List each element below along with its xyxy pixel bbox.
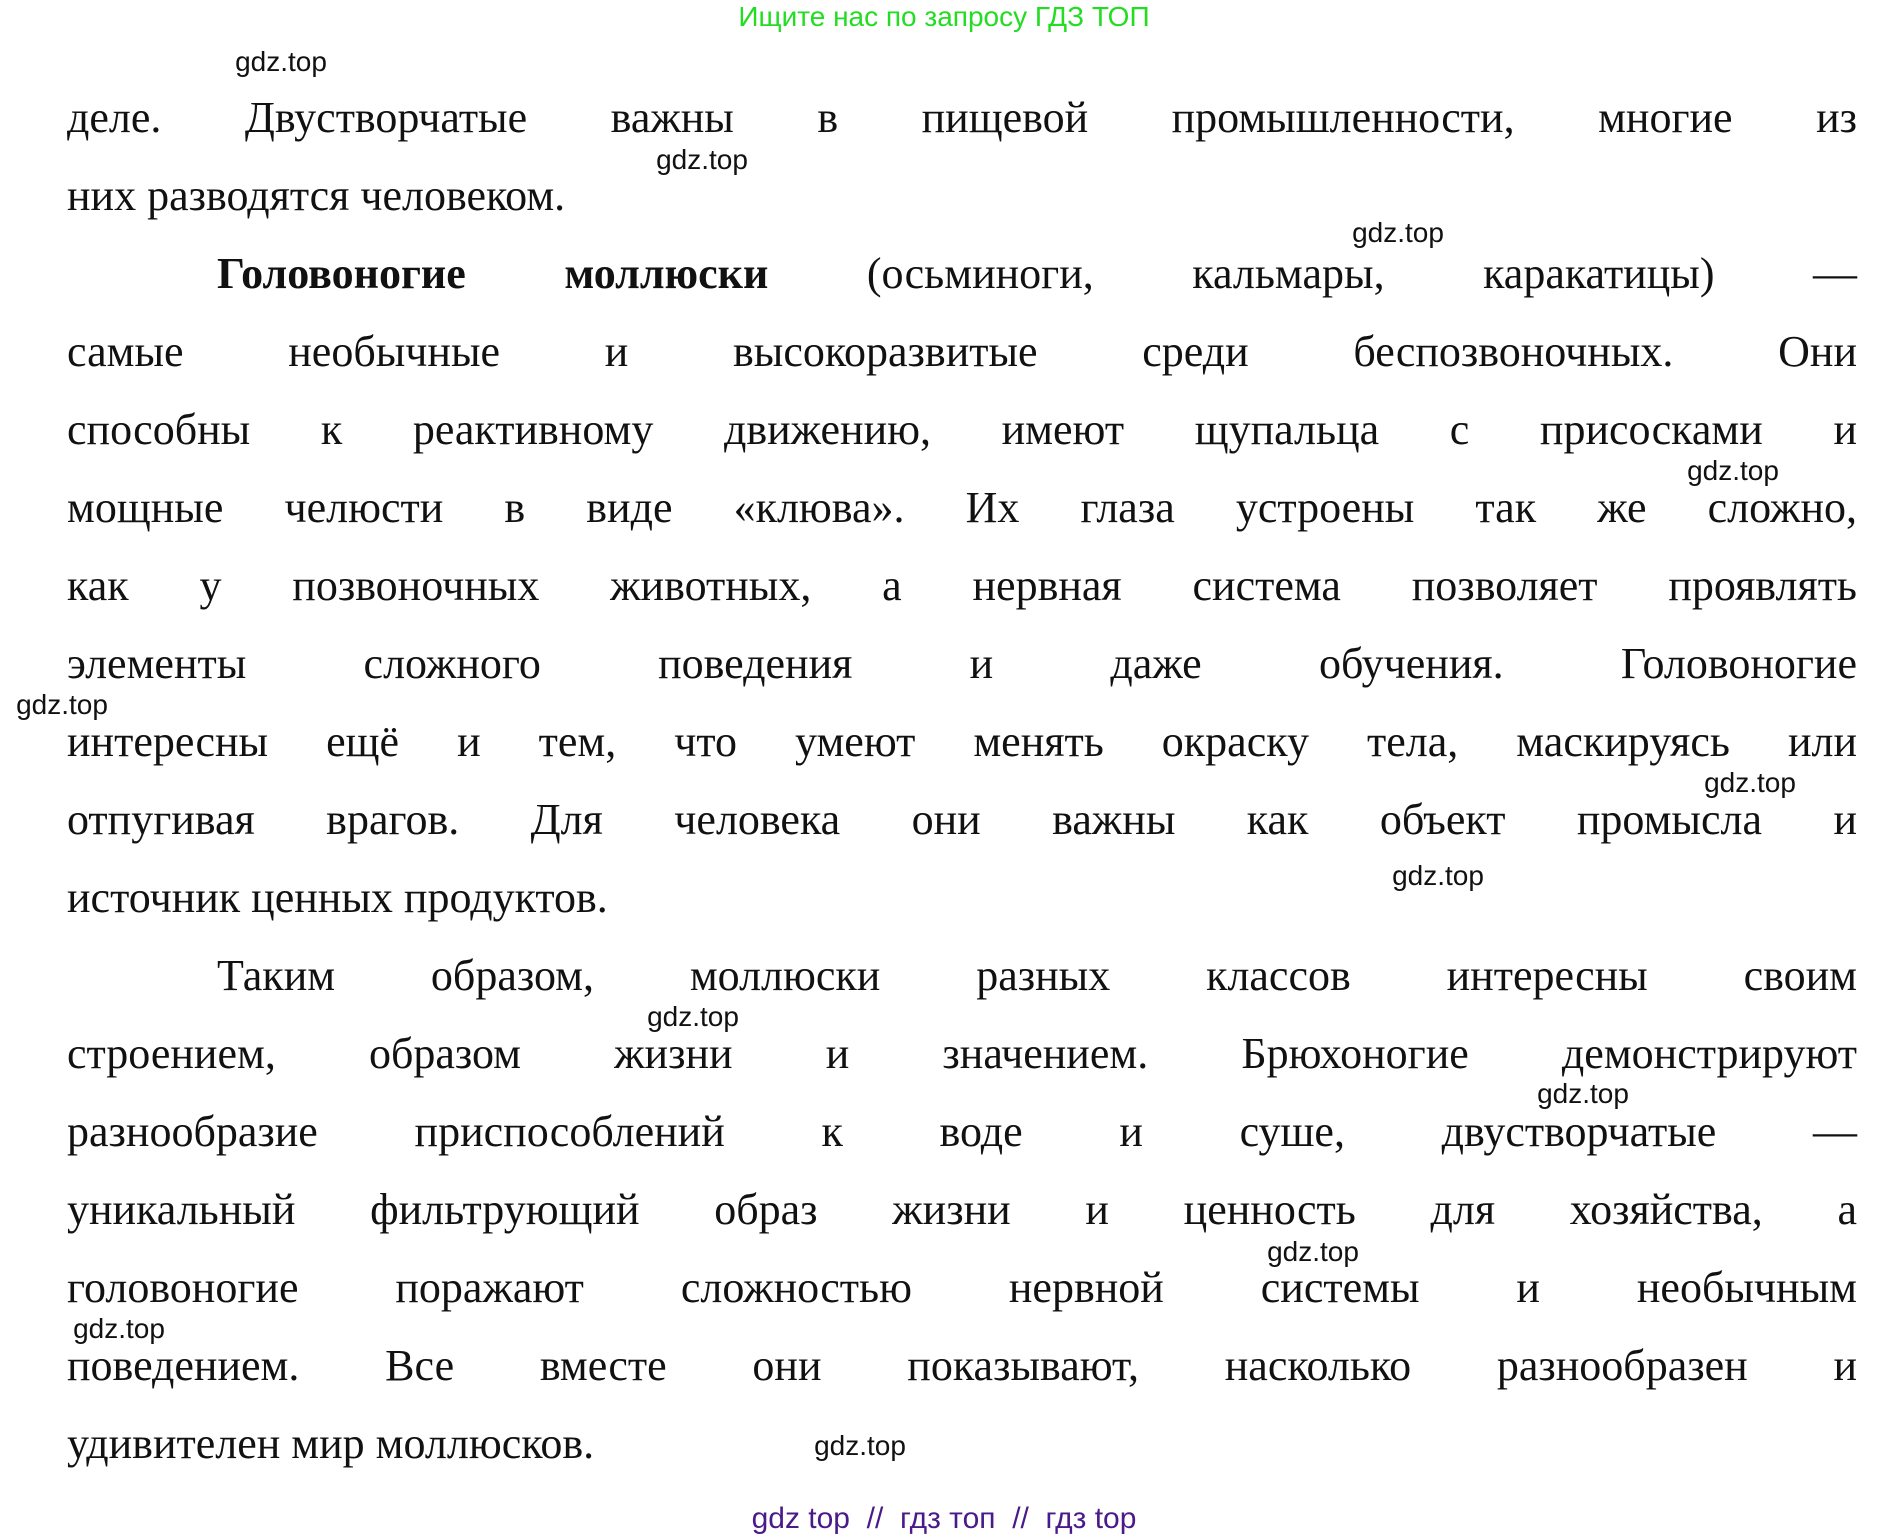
text-line: интересны ещё и тем, что умеют менять окраску тела, маскируясь или [67, 717, 1857, 766]
text-line: самые необычные и высокоразвитые среди беспозвоночных. Они [67, 327, 1857, 376]
watermark: gdz.top [73, 1313, 165, 1344]
text-line: деле. Двустворчатые важны в пищевой промышленности, многие из [67, 93, 1857, 142]
text-line: отпугивая врагов. Для человека они важны как объект промысла и [67, 795, 1857, 844]
text-line: разнообразие приспособлений к воде и суше, двустворчатые — [67, 1107, 1857, 1156]
text-line: поведением. Все вместе они показывают, насколько разнообразен и [67, 1341, 1857, 1390]
text-line [217, 244, 1857, 304]
text-line: них разводятся человеком. [67, 171, 566, 220]
text-line: строением, образом жизни и значением. Брюхоногие демонстрируют [67, 1029, 1857, 1078]
text-span: (осьминоги, кальмары, каракатицы) — [866, 249, 1857, 298]
watermark: gdz.top [1704, 767, 1796, 798]
watermark: gdz.top [814, 1430, 906, 1461]
watermark: gdz.top [235, 46, 327, 77]
bold-term: Головоногие моллюски [217, 249, 769, 298]
text-line: уникальный фильтрующий образ жизни и ценность для хозяйства, а [67, 1185, 1857, 1234]
watermark: gdz.top [1537, 1078, 1629, 1109]
text-line: головоногие поражают сложностью нервной системы и необычным [67, 1263, 1857, 1312]
text-line: элементы сложного поведения и даже обучения. Головоногие [67, 639, 1857, 688]
text-line: мощные челюсти в виде «клюва». Их глаза устроены так же сложно, [67, 483, 1857, 532]
text-line: Таким образом, моллюски разных классов интересны своим [217, 951, 1857, 1000]
header-banner: Ищите нас по запросу ГДЗ ТОП [738, 1, 1150, 32]
watermark: gdz.top [1352, 217, 1444, 248]
text-line: как у позвоночных животных, а нервная система позволяет проявлять [67, 561, 1857, 610]
watermark: gdz.top [16, 689, 108, 720]
watermark: gdz.top [1267, 1236, 1359, 1267]
text-line: способны к реактивному движению, имеют щупальца с присосками и [67, 405, 1857, 454]
text-line: удивителен мир моллюсков. [67, 1419, 595, 1468]
watermark: gdz.top [1392, 860, 1484, 891]
watermark: gdz.top [647, 1001, 739, 1032]
footer-banner: gdz top // гдз топ // гдз top [751, 1502, 1137, 1535]
text-line: источник ценных продуктов. [67, 873, 608, 922]
watermark: gdz.top [656, 144, 748, 175]
watermark: gdz.top [1687, 455, 1779, 486]
